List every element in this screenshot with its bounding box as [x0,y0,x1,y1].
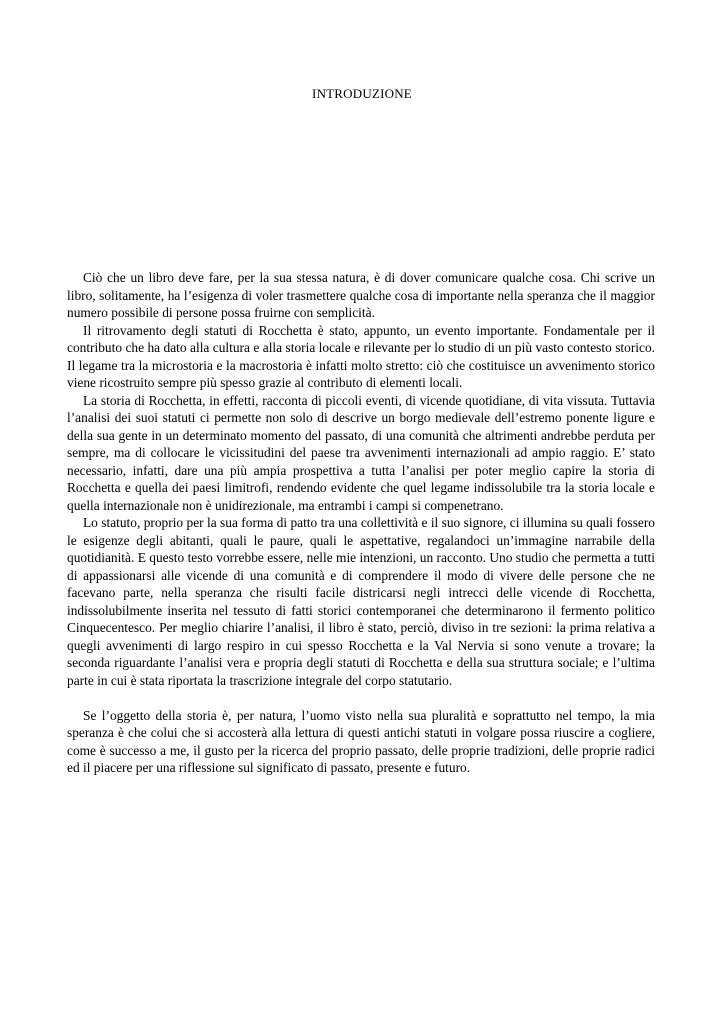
paragraph-3: La storia di Rocchetta, in effetti, racconta di piccoli eventi, di vicende quotidiane, di vita vissuta. Tuttavia l’analisi dei suoi statuti ci permette non solo di descrive un borgo medievale dell’estremo ponente ligure e della sua gente in un determinato momento del passato, di una comunità che altrimenti andrebbe perduta per sempre, ma di collocare le vicissitudini del paese tra avvenimenti internazionali ad ampio raggio. E’ stato necessario, infatti, dare una più ampia prospettiva a tutta l’analisi per poter meglio capire la storia di Rocchetta e quella dei paesi limitrofi, rendendo evidente che quel legame indissolubile tra la storia locale e quella internazionale non è unidirezionale, ma entrambi i campi si compenetrano. [67,392,655,513]
paragraph-1: Ciò che un libro deve fare, per la sua stessa natura, è di dover comunicare qualche cosa. Chi scrive un libro, solitamente, ha l’esigenza di voler trasmettere qualche cosa di importante nella speranza che il maggior numero possibile di persone possa fruirne con semplicità. [67,270,655,320]
paragraph-4: Lo statuto, proprio per la sua forma di patto tra una collettività e il suo signore, ci illumina su quali fossero le esigenze degli abitanti, quali le paure, quali le aspettative, regalandoci un’immagine narrabile della quotidianità. E questo testo vorrebbe essere, nelle mie intenzioni, un racconto. Uno studio che permetta a tutti di appassionarsi alle vicende di una comunità e di comprendere il modo di vivere delle persone che ne facevano parte, nella speranza che risulti facile districarsi negli intrecci delle vicende di Rocchetta, indissolubilmente inserita nel tessuto di fatti storici contemporanei che determinarono il fermento politico Cinquecentesco. Per meglio chiarire l’analisi, il libro è stato, perciò, diviso in tre sezioni: la prima relativa a quegli avvenimenti di largo respiro in cui spesso Rocchetta e la Val Nervia si sono venute a trovare; la seconda riguardante l’analisi vera e propria degli statuti di Rocchetta e della sua struttura sociale; e l’ultima parte in cui è stata riportata la trascrizione integrale del corpo statutario. [67,515,655,688]
paragraph-2: Il ritrovamento degli statuti di Rocchetta è stato, appunto, un evento importante. Fondamentale per il contributo che ha dato alla cultura e alla storia locale e rilevante per lo studio di un più vasto contesto storico. Il legame tra la microstoria e la macrostoria è infatti molto stretto: ciò che costituisce un avvenimento storico viene ricostruito sempre più spesso grazie al contributo di elementi locali. [67,322,655,390]
body-text [67,269,655,777]
page-title: INTRODUZIONE [312,86,412,101]
paragraph-5: Se l’oggetto della storia è, per natura, l’uomo visto nella sua pluralità e soprattutto nel tempo, la mia speranza è che colui che si accosterà alla lettura di questi antichi statuti in volgare possa riuscire a cogliere, come è successo a me, il gusto per la ricerca del proprio passato, delle proprie tradizioni, delle proprie radici ed il piacere per una riflessione sul significato di passato, presente e futuro. [67,707,655,775]
